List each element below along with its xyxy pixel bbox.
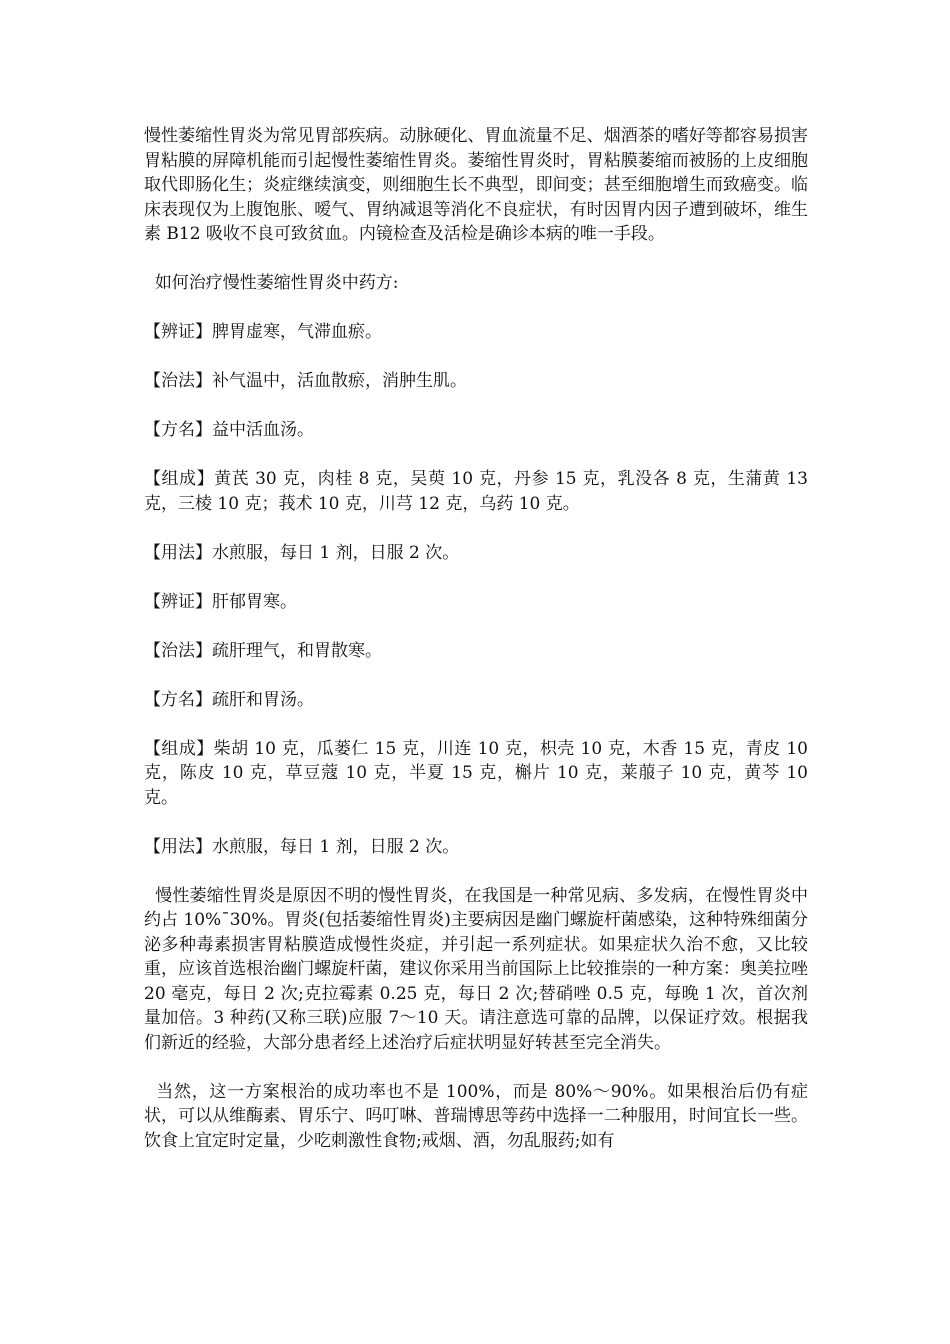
- paragraph-formula-name-1: 【方名】益中活血汤。: [144, 420, 314, 440]
- paragraph-diagnosis-2: 【辨证】肝郁胃寒。: [144, 591, 297, 612]
- paragraph-usage-2: 【用法】水煎服，每日 1 剂，日服 2 次。: [144, 836, 460, 857]
- document-body: [144, 124, 814, 1178]
- paragraph-followup: 当然，这一方案根治的成功率也不是 100%，而是 80%～90%。如果根治后仍有症状，可以从维酶素、胃乐宁、吗叮啉、普瑞博思等药中选择一二种服用，时间宜长一些。饮食上宜定时定量，少吃刺激性食物;戒烟、酒，勿乱服药;如有: [144, 1081, 808, 1151]
- paragraph-heading-tcm: 如何治疗慢性萎缩性胃炎中药方:: [144, 273, 399, 293]
- paragraph-treatment: 慢性萎缩性胃炎是原因不明的慢性胃炎，在我国是一种常见病、多发病，在慢性胃炎中约占 10%¯30%。胃炎(包括萎缩性胃炎)主要病因是幽门螺旋杆菌感染，这种特殊细菌分泌多种毒素损害胃粘膜造成慢性炎症，并引起一系列症状。如果症状久治不愈，又比较重，应该首选根治幽门螺旋杆菌，建议你采用当前国际上比较推崇的一种方案：奥美拉唑 20 毫克，每日 2 次;克拉霉素 0.25 克，每日 2 次;替硝唑 0.5 克，每晚 1 次，首次剂量加倍。3 种药(又称三联)应服 7～10 天。请注意选可靠的品牌，以保证疗效。根据我们新近的经验，大部分患者经上述治疗后症状明显好转甚至完全消失。: [144, 885, 814, 1053]
- paragraph-method-2: 【治法】疏肝理气，和胃散寒。: [144, 640, 382, 661]
- paragraph-method-1: 【治法】补气温中，活血散瘀，消肿生肌。: [144, 371, 467, 391]
- paragraph-diagnosis-1: 【辨证】脾胃虚寒，气滞血瘀。: [144, 322, 382, 342]
- paragraph-formula-name-2: 【方名】疏肝和胃汤。: [144, 689, 314, 710]
- paragraph-usage-1: 【用法】水煎服，每日 1 剂，日服 2 次。: [144, 542, 460, 563]
- paragraph-intro: 慢性萎缩性胃炎为常见胃部疾病。动脉硬化、胃血流量不足、烟酒茶的嗜好等都容易损害胃粘膜的屏障机能而引起慢性萎缩性胃炎。萎缩性胃炎时，胃粘膜萎缩而被肠的上皮细胞取代即肠化生；炎症继续演变，则细胞生长不典型，即间变；甚至细胞增生而致癌变。临床表现仅为上腹饱胀、嗳气、胃纳减退等消化不良症状，有时因胃内因子遭到破坏，维生素 B12 吸收不良可致贫血。内镜检查及活检是确诊本病的唯一手段。: [144, 126, 808, 244]
- paragraph-composition-2: 【组成】柴胡 10 克，瓜蒌仁 15 克，川连 10 克，枳壳 10 克，木香 15 克，青皮 10 克，陈皮 10 克，草豆蔻 10 克，半夏 15 克，槲片 10 克，莱菔子 10 克，黄芩 10 克。: [144, 738, 808, 808]
- paragraph-composition-1: 【组成】黄芪 30 克，肉桂 8 克，吴萸 10 克，丹参 15 克，乳没各 8 克，生蒲黄 13 克，三棱 10 克；莪术 10 克，川芎 12 克，乌药 10 克。: [144, 469, 808, 514]
